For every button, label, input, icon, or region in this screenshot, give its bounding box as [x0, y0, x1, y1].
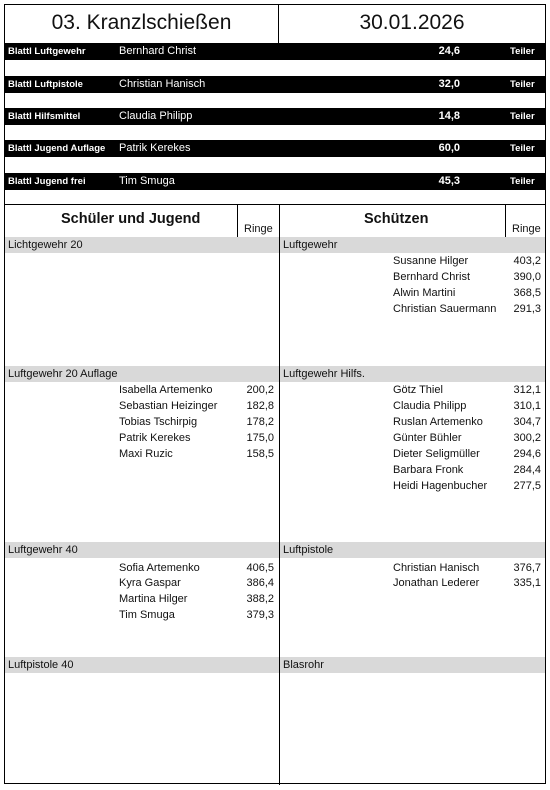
blattl-category: Blattl Jugend frei	[8, 176, 86, 187]
blattl-unit: Teiler	[510, 46, 535, 57]
blattl-name: Patrik Kerekes	[119, 142, 191, 154]
shooter-score: 403,2	[513, 255, 541, 267]
blattl-value: 60,0	[438, 142, 460, 154]
shooter-name: Patrik Kerekes	[119, 432, 191, 444]
result-row	[119, 560, 279, 576]
blattl-name: Christian Hanisch	[119, 78, 206, 90]
blattl-category: Blattl Luftpistole	[8, 79, 83, 90]
shooter-name: Bernhard Christ	[393, 271, 471, 283]
blattl-category: Blattl Hilfsmittel	[8, 111, 81, 122]
shooter-score: 284,4	[513, 464, 541, 476]
shooter-name: Alwin Martini	[393, 287, 456, 299]
result-row	[119, 575, 279, 591]
shooter-score: 277,5	[513, 480, 541, 492]
blattl-row	[5, 140, 545, 157]
result-row	[393, 253, 545, 269]
shooter-score: 175,0	[246, 432, 274, 444]
section-header: Luftgewehr 20 Auflage	[5, 366, 279, 382]
blattl-unit: Teiler	[510, 79, 535, 90]
column-divider	[279, 205, 280, 785]
blattl-row	[5, 173, 545, 190]
ringe-divider	[505, 205, 506, 237]
shooter-score: 182,8	[246, 400, 274, 412]
results-sheet	[4, 4, 546, 784]
shooter-score: 379,3	[246, 609, 274, 621]
blattl-row	[5, 108, 545, 125]
result-row	[119, 430, 279, 446]
shooter-score: 368,5	[513, 287, 541, 299]
blattl-name: Bernhard Christ	[119, 45, 197, 57]
shooter-score: 294,6	[513, 448, 541, 460]
result-row	[119, 414, 279, 430]
section-header: Lichtgewehr 20	[5, 237, 279, 253]
blattl-value: 32,0	[438, 78, 460, 90]
shooter-score: 158,5	[246, 448, 274, 460]
section-header: Luftpistole	[280, 542, 545, 558]
result-row	[119, 591, 279, 607]
shooter-name: Maxi Ruzic	[119, 448, 173, 460]
shooter-name: Christian Hanisch	[393, 562, 480, 574]
result-row	[393, 269, 545, 285]
blattl-category: Blattl Luftgewehr	[8, 46, 86, 57]
blattl-value: 24,6	[438, 45, 460, 57]
ringe-label: Ringe	[244, 223, 273, 235]
shooter-name: Tobias Tschirpig	[119, 416, 198, 428]
shooter-score: 291,3	[513, 303, 541, 315]
shooter-score: 312,1	[513, 384, 541, 396]
shooter-name: Götz Thiel	[393, 384, 443, 396]
shooter-score: 178,2	[246, 416, 274, 428]
shooter-name: Martina Hilger	[119, 593, 188, 605]
shooter-score: 406,5	[246, 562, 274, 574]
blattl-unit: Teiler	[510, 143, 535, 154]
right-column-title: Schützen	[364, 211, 429, 227]
shooter-name: Barbara Fronk	[393, 464, 464, 476]
result-row	[393, 301, 545, 317]
shooter-name: Christian Sauermann	[393, 303, 497, 315]
blattl-name: Tim Smuga	[119, 175, 175, 187]
shooter-score: 304,7	[513, 416, 541, 428]
shooter-score: 335,1	[513, 577, 541, 589]
shooter-score: 200,2	[246, 384, 274, 396]
shooter-score: 310,1	[513, 400, 541, 412]
shooter-name: Tim Smuga	[119, 609, 175, 621]
result-row	[393, 414, 545, 430]
section-header: Luftgewehr 40	[5, 542, 279, 558]
shooter-score: 300,2	[513, 432, 541, 444]
shooter-name: Isabella Artemenko	[119, 384, 213, 396]
right-column-header	[279, 205, 545, 237]
result-row	[393, 560, 545, 576]
blattl-unit: Teiler	[510, 176, 535, 187]
result-row	[393, 446, 545, 462]
result-row	[393, 398, 545, 414]
blattl-category: Blattl Jugend Auflage	[8, 143, 106, 154]
left-column-title: Schüler und Jugend	[61, 211, 201, 227]
blattl-row	[5, 76, 545, 93]
left-column-header	[5, 205, 279, 237]
result-row	[119, 607, 279, 623]
shooter-name: Jonathan Lederer	[393, 577, 480, 589]
event-date: 30.01.2026	[359, 11, 465, 34]
shooter-score: 390,0	[513, 271, 541, 283]
shooter-score: 388,2	[246, 593, 274, 605]
shooter-name: Susanne Hilger	[393, 255, 469, 267]
result-row	[119, 398, 279, 414]
section-header: Luftpistole 40	[5, 657, 279, 673]
section-header: Blasrohr	[280, 657, 545, 673]
shooter-score: 376,7	[513, 562, 541, 574]
blattl-row	[5, 43, 545, 60]
shooter-name: Sebastian Heizinger	[119, 400, 218, 412]
blattl-name: Claudia Philipp	[119, 110, 193, 122]
ringe-divider	[237, 205, 238, 237]
result-row	[393, 285, 545, 301]
shooter-name: Sofia Artemenko	[119, 562, 200, 574]
blattl-value: 45,3	[438, 175, 460, 187]
section-header: Luftgewehr Hilfs.	[280, 366, 545, 382]
result-row	[393, 575, 545, 591]
shooter-name: Ruslan Artemenko	[393, 416, 483, 428]
result-row	[393, 462, 545, 478]
result-row	[119, 382, 279, 398]
sheet-header	[5, 5, 545, 43]
shooter-score: 386,4	[246, 577, 274, 589]
shooter-name: Heidi Hagenbucher	[393, 480, 488, 492]
result-row	[119, 446, 279, 462]
blattl-unit: Teiler	[510, 111, 535, 122]
section-header: Luftgewehr	[280, 237, 545, 253]
shooter-name: Claudia Philipp	[393, 400, 467, 412]
result-row	[393, 478, 545, 494]
shooter-name: Kyra Gaspar	[119, 577, 181, 589]
blattl-value: 14,8	[438, 110, 460, 122]
result-row	[393, 430, 545, 446]
ringe-label: Ringe	[512, 223, 541, 235]
shooter-name: Dieter Seligmüller	[393, 448, 480, 460]
event-title: 03. Kranzlschießen	[5, 5, 279, 43]
result-row	[393, 382, 545, 398]
shooter-name: Günter Bühler	[393, 432, 462, 444]
